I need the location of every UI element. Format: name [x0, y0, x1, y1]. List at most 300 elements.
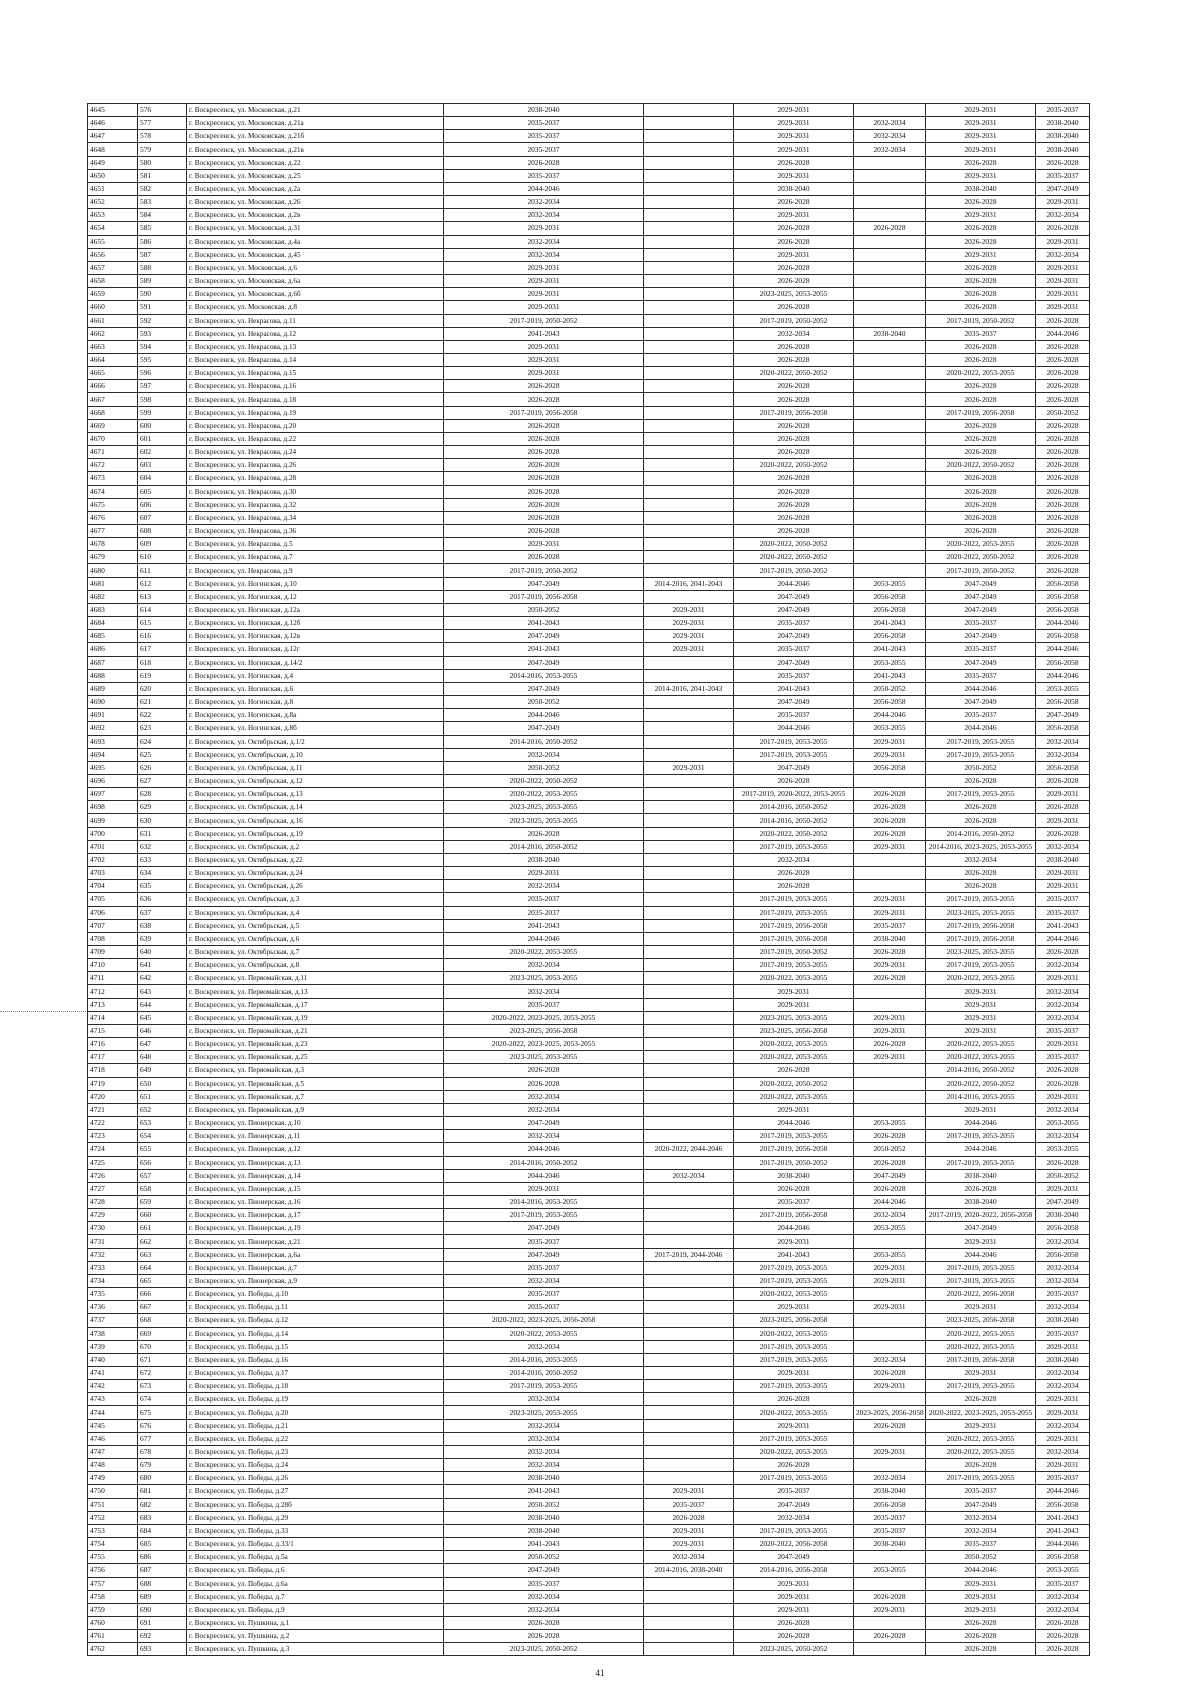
table-cell-period-5: 2047-2049 — [926, 696, 1036, 709]
table-cell-period-1: 2029-2031 — [444, 367, 644, 380]
table-cell-period-6: 2029-2031 — [1036, 301, 1090, 314]
table-cell-period-3: 2026-2028 — [734, 472, 854, 485]
table-cell-period-2 — [644, 919, 734, 932]
table-cell-row-no: 4667 — [88, 393, 138, 406]
table-cell-period-4 — [854, 1077, 926, 1090]
table-cell-house-no: 617 — [138, 643, 187, 656]
table-cell-period-5: 2020-2022, 2053-2055 — [926, 972, 1036, 985]
table-cell-period-4: 2026-2028 — [854, 1590, 926, 1603]
table-cell-period-1: 2032-2034 — [444, 959, 644, 972]
table-cell-period-5: 2020-2022, 2053-2055 — [926, 538, 1036, 551]
table-row — [88, 893, 1090, 906]
table-cell-row-no: 4679 — [88, 551, 138, 564]
table-cell-period-5: 2017-2019, 2053-2055 — [926, 1274, 1036, 1287]
table-cell-row-no: 4652 — [88, 196, 138, 209]
table-cell-address: г. Воскресенск, ул. Первомайская, д.17 — [187, 998, 444, 1011]
table-cell-period-2 — [644, 288, 734, 301]
table-cell-period-3: 2035-2037 — [734, 1195, 854, 1208]
table-row — [88, 801, 1090, 814]
table-row — [88, 617, 1090, 630]
table-cell-period-3: 2035-2037 — [734, 669, 854, 682]
table-cell-row-no: 4727 — [88, 1182, 138, 1195]
table-cell-row-no: 4702 — [88, 853, 138, 866]
table-cell-row-no: 4674 — [88, 485, 138, 498]
table-cell-period-4: 2029-2031 — [854, 1011, 926, 1024]
table-cell-house-no: 672 — [138, 1367, 187, 1380]
table-cell-period-3: 2032-2034 — [734, 1511, 854, 1524]
table-cell-address: г. Воскресенск, ул. Первомайская, д.11 — [187, 972, 444, 985]
table-cell-period-4 — [854, 314, 926, 327]
table-cell-address: г. Воскресенск, ул. Первомайская, д.13 — [187, 985, 444, 998]
table-cell-house-no: 690 — [138, 1603, 187, 1616]
table-cell-period-2: 2026-2028 — [644, 1511, 734, 1524]
table-row — [88, 1340, 1090, 1353]
table-cell-period-3: 2035-2037 — [734, 709, 854, 722]
table-row — [88, 932, 1090, 945]
table-cell-address: г. Воскресенск, ул. Пионерская, д.7 — [187, 1261, 444, 1274]
table-cell-house-no: 693 — [138, 1643, 187, 1656]
table-row — [88, 1288, 1090, 1301]
table-cell-period-5: 2044-2046 — [926, 1564, 1036, 1577]
table-cell-period-3: 2047-2049 — [734, 603, 854, 616]
table-cell-house-no: 637 — [138, 906, 187, 919]
table-cell-period-1: 2035-2037 — [444, 1301, 644, 1314]
table-cell-row-no: 4762 — [88, 1643, 138, 1656]
table-cell-period-3: 2026-2028 — [734, 1459, 854, 1472]
table-cell-period-1: 2026-2028 — [444, 1616, 644, 1629]
table-cell-period-1: 2050-2052 — [444, 603, 644, 616]
table-cell-period-4 — [854, 1314, 926, 1327]
table-cell-house-no: 688 — [138, 1577, 187, 1590]
table-cell-period-6: 2032-2034 — [1036, 1445, 1090, 1458]
table-cell-period-2: 2029-2031 — [644, 1524, 734, 1537]
table-cell-house-no: 665 — [138, 1274, 187, 1287]
table-cell-house-no: 622 — [138, 709, 187, 722]
table-cell-period-4 — [854, 196, 926, 209]
table-cell-period-6: 2035-2037 — [1036, 1472, 1090, 1485]
table-cell-house-no: 609 — [138, 538, 187, 551]
table-cell-house-no: 593 — [138, 327, 187, 340]
table-cell-row-no: 4659 — [88, 288, 138, 301]
table-cell-row-no: 4686 — [88, 643, 138, 656]
table-cell-period-1: 2038-2040 — [444, 1472, 644, 1485]
table-cell-house-no: 585 — [138, 222, 187, 235]
table-cell-row-no: 4753 — [88, 1524, 138, 1537]
table-cell-period-2 — [644, 209, 734, 222]
table-cell-period-4: 2056-2058 — [854, 696, 926, 709]
table-cell-period-1: 2020-2022, 2053-2055 — [444, 788, 644, 801]
table-cell-period-6: 2026-2028 — [1036, 564, 1090, 577]
table-cell-row-no: 4732 — [88, 1248, 138, 1261]
table-cell-period-6: 2032-2034 — [1036, 1301, 1090, 1314]
table-cell-row-no: 4755 — [88, 1551, 138, 1564]
table-cell-row-no: 4705 — [88, 893, 138, 906]
table-cell-period-1: 2020-2022, 2053-2055 — [444, 946, 644, 959]
table-cell-row-no: 4698 — [88, 801, 138, 814]
table-cell-house-no: 660 — [138, 1209, 187, 1222]
table-row — [88, 867, 1090, 880]
table-cell-period-4 — [854, 235, 926, 248]
table-cell-period-5: 2026-2028 — [926, 222, 1036, 235]
table-cell-house-no: 675 — [138, 1406, 187, 1419]
table-cell-period-2 — [644, 314, 734, 327]
table-cell-period-6: 2032-2034 — [1036, 1380, 1090, 1393]
table-cell-period-5: 2017-2019, 2053-2055 — [926, 788, 1036, 801]
table-cell-period-4: 2026-2028 — [854, 1130, 926, 1143]
table-cell-address: г. Воскресенск, ул. Ногинская, д.12г — [187, 643, 444, 656]
table-cell-address: г. Воскресенск, ул. Ногинская, д.8 — [187, 696, 444, 709]
table-cell-row-no: 4666 — [88, 380, 138, 393]
table-cell-house-no: 645 — [138, 1011, 187, 1024]
table-cell-period-4: 2056-2058 — [854, 603, 926, 616]
table-cell-period-6: 2053-2055 — [1036, 1564, 1090, 1577]
table-cell-period-3: 2029-2031 — [734, 1301, 854, 1314]
table-cell-period-5: 2029-2031 — [926, 248, 1036, 261]
table-cell-period-3: 2041-2043 — [734, 1248, 854, 1261]
table-cell-address: г. Воскресенск, ул. Первомайская, д.9 — [187, 1103, 444, 1116]
table-cell-period-5: 2038-2040 — [926, 1169, 1036, 1182]
table-cell-row-no: 4744 — [88, 1406, 138, 1419]
table-row — [88, 1182, 1090, 1195]
table-cell-row-no: 4739 — [88, 1340, 138, 1353]
table-cell-house-no: 663 — [138, 1248, 187, 1261]
table-cell-address: г. Воскресенск, ул. Московская, д.6 — [187, 261, 444, 274]
table-row — [88, 1459, 1090, 1472]
table-cell-period-6: 2026-2028 — [1036, 498, 1090, 511]
table-cell-row-no: 4711 — [88, 972, 138, 985]
table-row — [88, 1195, 1090, 1208]
table-cell-period-5: 2026-2028 — [926, 1643, 1036, 1656]
table-cell-row-no: 4653 — [88, 209, 138, 222]
table-cell-period-5: 2035-2037 — [926, 643, 1036, 656]
table-cell-period-5: 2017-2019, 2053-2055 — [926, 1472, 1036, 1485]
table-cell-period-6: 2041-2043 — [1036, 919, 1090, 932]
table-cell-period-5: 2047-2049 — [926, 577, 1036, 590]
table-cell-period-3: 2020-2022, 2050-2052 — [734, 459, 854, 472]
table-cell-period-1: 2041-2043 — [444, 919, 644, 932]
table-cell-period-2 — [644, 1103, 734, 1116]
table-cell-house-no: 644 — [138, 998, 187, 1011]
table-cell-period-2 — [644, 380, 734, 393]
table-cell-address: г. Воскресенск, ул. Пионерская, д.6а — [187, 1248, 444, 1261]
table-cell-period-3: 2017-2019, 2053-2055 — [734, 1524, 854, 1537]
table-cell-period-3: 2026-2028 — [734, 156, 854, 169]
table-cell-period-2 — [644, 275, 734, 288]
table-cell-period-5: 2026-2028 — [926, 261, 1036, 274]
table-cell-period-1: 2032-2034 — [444, 196, 644, 209]
table-cell-period-2 — [644, 998, 734, 1011]
table-row — [88, 1498, 1090, 1511]
table-cell-period-4: 2026-2028 — [854, 801, 926, 814]
table-cell-period-3: 2026-2028 — [734, 1616, 854, 1629]
table-cell-period-3: 2026-2028 — [734, 867, 854, 880]
table-cell-period-1: 2032-2034 — [444, 1459, 644, 1472]
table-cell-period-5: 2026-2028 — [926, 867, 1036, 880]
table-cell-period-1: 2038-2040 — [444, 853, 644, 866]
table-cell-period-4 — [854, 498, 926, 511]
table-row — [88, 1393, 1090, 1406]
table-cell-period-1: 2017-2019, 2050-2052 — [444, 314, 644, 327]
table-cell-house-no: 652 — [138, 1103, 187, 1116]
table-cell-period-4 — [854, 406, 926, 419]
table-cell-period-4 — [854, 1090, 926, 1103]
table-cell-period-6: 2032-2034 — [1036, 248, 1090, 261]
table-cell-period-5: 2029-2031 — [926, 1603, 1036, 1616]
table-row — [88, 1603, 1090, 1616]
table-cell-row-no: 4706 — [88, 906, 138, 919]
table-cell-period-4 — [854, 380, 926, 393]
table-cell-period-5: 2038-2040 — [926, 1195, 1036, 1208]
table-cell-period-6: 2026-2028 — [1036, 222, 1090, 235]
table-cell-period-4: 2023-2025, 2056-2058 — [854, 1406, 926, 1419]
table-cell-house-no: 626 — [138, 761, 187, 774]
table-cell-period-4: 2029-2031 — [854, 959, 926, 972]
table-cell-period-2 — [644, 1024, 734, 1037]
table-cell-period-2: 2035-2037 — [644, 1498, 734, 1511]
table-cell-period-3: 2017-2019, 2053-2055 — [734, 840, 854, 853]
table-cell-house-no: 586 — [138, 235, 187, 248]
table-cell-house-no: 606 — [138, 498, 187, 511]
table-row — [88, 1209, 1090, 1222]
table-cell-address: г. Воскресенск, ул. Московская, д.25 — [187, 169, 444, 182]
repair-schedule-table — [87, 103, 1090, 1656]
table-cell-period-4 — [854, 367, 926, 380]
table-cell-row-no: 4657 — [88, 261, 138, 274]
table-cell-house-no: 683 — [138, 1511, 187, 1524]
table-cell-period-5: 2026-2028 — [926, 485, 1036, 498]
table-cell-period-6: 2026-2028 — [1036, 380, 1090, 393]
table-cell-row-no: 4713 — [88, 998, 138, 1011]
table-row — [88, 169, 1090, 182]
table-cell-period-6: 2056-2058 — [1036, 1222, 1090, 1235]
table-cell-period-6: 2056-2058 — [1036, 1248, 1090, 1261]
table-row — [88, 1301, 1090, 1314]
table-cell-house-no: 640 — [138, 946, 187, 959]
table-cell-address: г. Воскресенск, ул. Октябрьская, д.11 — [187, 761, 444, 774]
table-cell-house-no: 669 — [138, 1327, 187, 1340]
table-cell-period-6: 2026-2028 — [1036, 485, 1090, 498]
table-cell-row-no: 4759 — [88, 1603, 138, 1616]
table-cell-period-4: 2044-2046 — [854, 709, 926, 722]
table-row — [88, 288, 1090, 301]
table-cell-address: г. Воскресенск, ул. Ногинская, д.12в — [187, 630, 444, 643]
table-cell-house-no: 584 — [138, 209, 187, 222]
table-cell-period-4: 2026-2028 — [854, 972, 926, 985]
table-cell-period-1: 2044-2046 — [444, 1143, 644, 1156]
table-cell-period-1: 2023-2025, 2053-2055 — [444, 814, 644, 827]
table-row — [88, 603, 1090, 616]
table-row — [88, 1630, 1090, 1643]
table-cell-period-6: 2041-2043 — [1036, 1524, 1090, 1537]
table-cell-period-6: 2047-2049 — [1036, 1195, 1090, 1208]
table-cell-period-4: 2038-2040 — [854, 1485, 926, 1498]
table-cell-period-1: 2035-2037 — [444, 906, 644, 919]
table-row — [88, 959, 1090, 972]
table-cell-period-3: 2047-2049 — [734, 1551, 854, 1564]
table-row — [88, 1038, 1090, 1051]
table-cell-period-2 — [644, 985, 734, 998]
table-cell-period-4: 2029-2031 — [854, 840, 926, 853]
table-cell-period-2 — [644, 906, 734, 919]
table-cell-period-3: 2047-2049 — [734, 761, 854, 774]
table-cell-period-1: 2029-2031 — [444, 538, 644, 551]
table-cell-period-1: 2014-2016, 2053-2055 — [444, 669, 644, 682]
table-cell-period-5: 2020-2022, 2053-2055 — [926, 1051, 1036, 1064]
table-cell-address: г. Воскресенск, ул. Ногинская, д.12 — [187, 590, 444, 603]
table-cell-row-no: 4748 — [88, 1459, 138, 1472]
table-cell-address: г. Воскресенск, ул. Пушкина, д.3 — [187, 1643, 444, 1656]
table-cell-period-5: 2026-2028 — [926, 393, 1036, 406]
table-cell-period-3: 2032-2034 — [734, 853, 854, 866]
table-cell-row-no: 4648 — [88, 143, 138, 156]
table-cell-period-4 — [854, 301, 926, 314]
table-cell-period-3: 2047-2049 — [734, 630, 854, 643]
table-row — [88, 840, 1090, 853]
table-row — [88, 419, 1090, 432]
table-cell-row-no: 4655 — [88, 235, 138, 248]
table-cell-house-no: 670 — [138, 1340, 187, 1353]
table-cell-period-4 — [854, 1103, 926, 1116]
table-cell-period-1: 2032-2034 — [444, 248, 644, 261]
table-cell-row-no: 4710 — [88, 959, 138, 972]
table-cell-house-no: 629 — [138, 801, 187, 814]
table-cell-address: г. Воскресенск, ул. Некрасова, д.5 — [187, 538, 444, 551]
table-cell-address: г. Воскресенск, ул. Октябрьская, д.12 — [187, 774, 444, 787]
table-row — [88, 1156, 1090, 1169]
table-cell-period-1: 2047-2049 — [444, 656, 644, 669]
table-cell-period-3: 2020-2022, 2053-2055 — [734, 1327, 854, 1340]
table-cell-period-4: 2056-2058 — [854, 630, 926, 643]
table-cell-period-1: 2035-2037 — [444, 1235, 644, 1248]
table-cell-row-no: 4758 — [88, 1590, 138, 1603]
table-cell-period-6: 2026-2028 — [1036, 446, 1090, 459]
table-cell-row-no: 4699 — [88, 814, 138, 827]
table-cell-period-2 — [644, 564, 734, 577]
table-cell-house-no: 679 — [138, 1459, 187, 1472]
table-cell-period-3: 2014-2016, 2050-2052 — [734, 801, 854, 814]
table-cell-row-no: 4746 — [88, 1432, 138, 1445]
table-cell-period-2 — [644, 1011, 734, 1024]
table-cell-period-3: 2026-2028 — [734, 498, 854, 511]
table-cell-period-5: 2017-2019, 2053-2055 — [926, 1156, 1036, 1169]
table-cell-row-no: 4660 — [88, 301, 138, 314]
table-cell-period-2 — [644, 156, 734, 169]
table-cell-row-no: 4704 — [88, 880, 138, 893]
table-cell-period-4 — [854, 156, 926, 169]
table-cell-period-2 — [644, 1117, 734, 1130]
table-cell-house-no: 579 — [138, 143, 187, 156]
table-cell-period-4 — [854, 1551, 926, 1564]
table-cell-period-6: 2026-2028 — [1036, 1064, 1090, 1077]
table-row — [88, 275, 1090, 288]
table-cell-period-3: 2029-2031 — [734, 104, 854, 117]
table-cell-period-6: 2026-2028 — [1036, 314, 1090, 327]
table-cell-period-2 — [644, 1367, 734, 1380]
table-cell-period-4 — [854, 1235, 926, 1248]
table-cell-period-6: 2029-2031 — [1036, 1038, 1090, 1051]
table-cell-period-1: 2050-2052 — [444, 761, 644, 774]
table-cell-period-5: 2026-2028 — [926, 235, 1036, 248]
table-cell-period-4 — [854, 1064, 926, 1077]
table-cell-period-6: 2026-2028 — [1036, 353, 1090, 366]
table-cell-period-5: 2029-2031 — [926, 1024, 1036, 1037]
table-cell-period-3: 2029-2031 — [734, 1577, 854, 1590]
table-cell-period-5: 2017-2019, 2053-2055 — [926, 748, 1036, 761]
table-cell-period-6: 2041-2043 — [1036, 1511, 1090, 1524]
table-cell-period-2 — [644, 1643, 734, 1656]
table-cell-period-2 — [644, 1090, 734, 1103]
table-cell-address: г. Воскресенск, ул. Некрасова, д.7 — [187, 551, 444, 564]
table-cell-period-6: 2035-2037 — [1036, 104, 1090, 117]
table-cell-period-6: 2026-2028 — [1036, 946, 1090, 959]
table-cell-period-3: 2020-2022, 2053-2055 — [734, 972, 854, 985]
table-cell-period-1: 2017-2019, 2056-2058 — [444, 590, 644, 603]
table-cell-period-4: 2035-2037 — [854, 1511, 926, 1524]
table-cell-period-1: 2017-2019, 2050-2052 — [444, 564, 644, 577]
table-cell-row-no: 4693 — [88, 735, 138, 748]
table-cell-period-1: 2050-2052 — [444, 1498, 644, 1511]
table-cell-period-1: 2047-2049 — [444, 722, 644, 735]
table-cell-house-no: 598 — [138, 393, 187, 406]
table-cell-address: г. Воскресенск, ул. Октябрьская, д.16 — [187, 814, 444, 827]
table-cell-period-5: 2026-2028 — [926, 1616, 1036, 1629]
table-cell-period-6: 2029-2031 — [1036, 788, 1090, 801]
table-cell-row-no: 4703 — [88, 867, 138, 880]
table-cell-period-2 — [644, 722, 734, 735]
table-cell-period-5: 2026-2028 — [926, 1182, 1036, 1195]
table-row — [88, 1024, 1090, 1037]
table-cell-period-1: 2035-2037 — [444, 117, 644, 130]
table-cell-house-no: 641 — [138, 959, 187, 972]
table-cell-period-4: 2053-2055 — [854, 577, 926, 590]
table-cell-row-no: 4700 — [88, 827, 138, 840]
table-cell-period-3: 2017-2019, 2053-2055 — [734, 1472, 854, 1485]
table-row — [88, 393, 1090, 406]
table-cell-period-2 — [644, 1156, 734, 1169]
table-row — [88, 1432, 1090, 1445]
table-cell-period-3: 2020-2022, 2053-2055 — [734, 1406, 854, 1419]
table-cell-row-no: 4650 — [88, 169, 138, 182]
table-row — [88, 1524, 1090, 1537]
table-cell-period-5: 2017-2019, 2053-2055 — [926, 959, 1036, 972]
table-cell-period-4: 2026-2028 — [854, 1630, 926, 1643]
table-cell-period-3: 2020-2022, 2053-2055 — [734, 1445, 854, 1458]
table-cell-period-1: 2032-2034 — [444, 880, 644, 893]
table-cell-period-6: 2044-2046 — [1036, 1538, 1090, 1551]
table-cell-period-2 — [644, 1314, 734, 1327]
table-cell-period-3: 2026-2028 — [734, 419, 854, 432]
table-cell-period-1: 2032-2034 — [444, 1432, 644, 1445]
table-cell-period-2 — [644, 827, 734, 840]
table-cell-period-1: 2026-2028 — [444, 393, 644, 406]
table-cell-period-3: 2020-2022, 2050-2052 — [734, 538, 854, 551]
table-row — [88, 1511, 1090, 1524]
table-cell-period-2 — [644, 393, 734, 406]
table-cell-period-6: 2029-2031 — [1036, 261, 1090, 274]
table-cell-period-5: 2029-2031 — [926, 985, 1036, 998]
table-cell-period-3: 2026-2028 — [734, 196, 854, 209]
table-cell-address: г. Воскресенск, ул. Победы, д.28б — [187, 1498, 444, 1511]
table-cell-period-4: 2029-2031 — [854, 1261, 926, 1274]
table-cell-house-no: 632 — [138, 840, 187, 853]
table-cell-period-6: 2026-2028 — [1036, 1630, 1090, 1643]
table-cell-house-no: 691 — [138, 1616, 187, 1629]
table-row — [88, 682, 1090, 695]
table-cell-period-3: 2047-2049 — [734, 696, 854, 709]
table-cell-period-3: 2014-2016, 2056-2058 — [734, 1564, 854, 1577]
table-cell-period-4 — [854, 353, 926, 366]
table-cell-house-no: 630 — [138, 814, 187, 827]
